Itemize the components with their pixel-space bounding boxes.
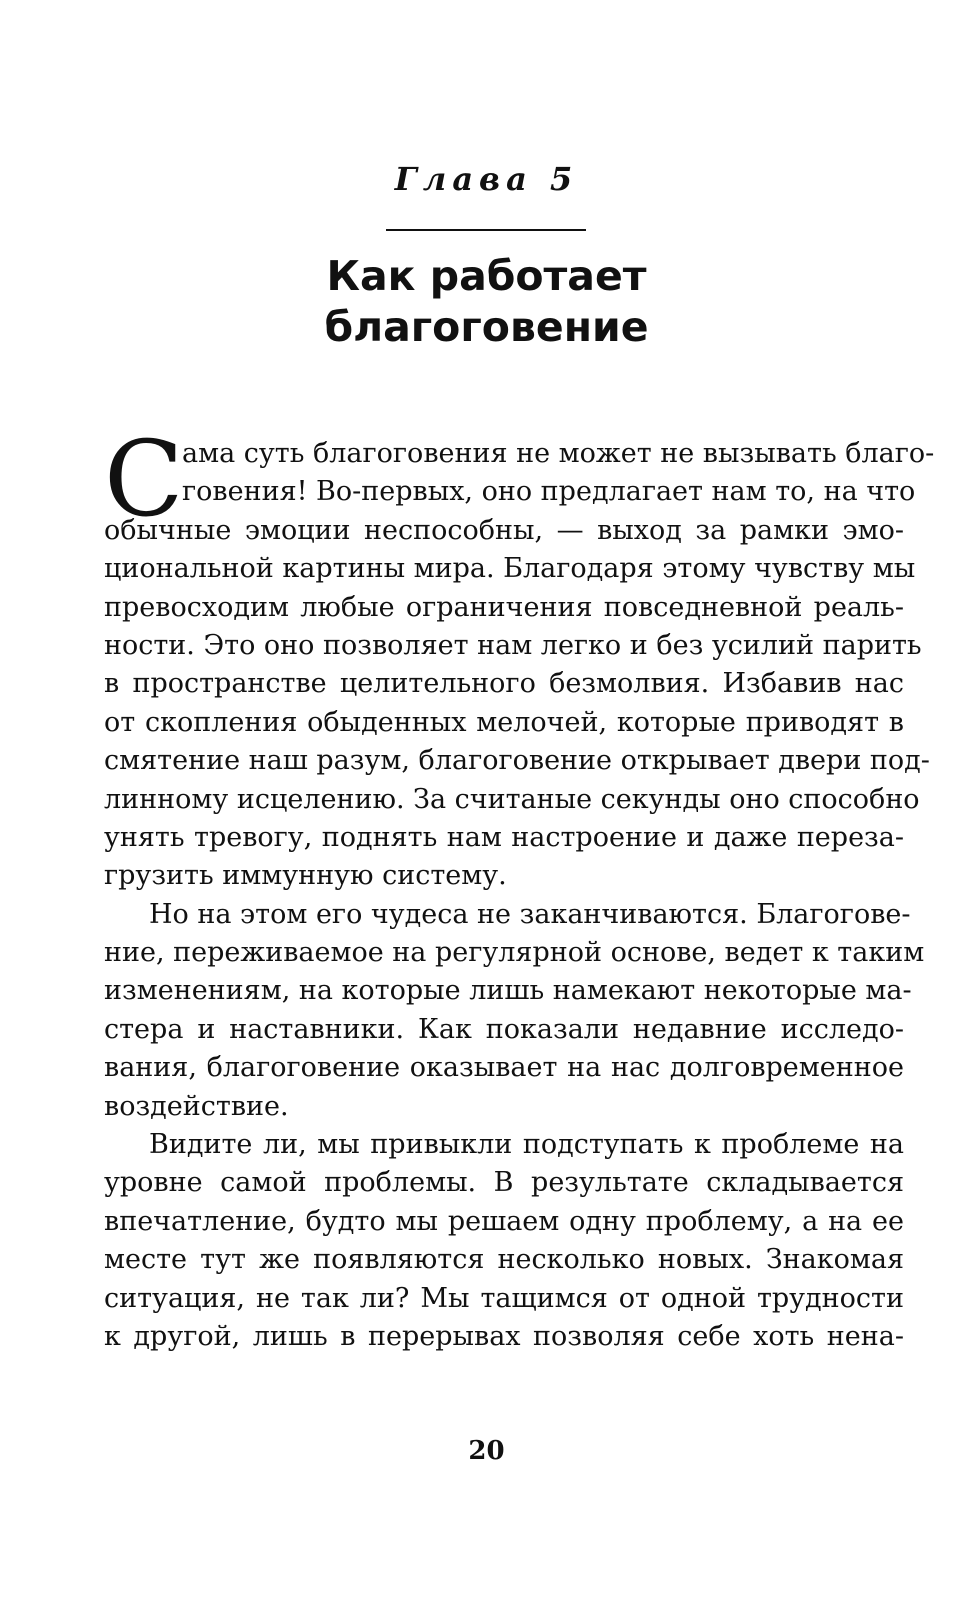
text-line: смятение наш разум, благоговение открывает двери под-	[104, 745, 930, 777]
paragraph-1	[104, 418, 935, 896]
chapter-divider	[386, 229, 586, 231]
chapter-label: Глава 5	[394, 160, 579, 198]
text-line: Видите ли, мы привыкли подступать к проблеме на	[149, 1129, 904, 1161]
text-line: унять тревогу, поднять нам настроение и даже переза-	[104, 821, 904, 853]
text-line: воздействие.	[104, 1090, 289, 1122]
chapter-title-line-1: Как работает	[326, 252, 647, 300]
text-line: изменениям, на которые лишь намекают некоторые ма-	[104, 975, 912, 1007]
text-line: превосходим любые ограничения повседневной реаль-	[104, 591, 904, 623]
chapter-title-line-2: благоговение	[324, 303, 649, 351]
text-line: ности. Это оно позволяет нам легко и без усилий парить	[104, 629, 922, 661]
text-line: циональной картины мира. Благодаря этому чувству мы	[104, 553, 916, 585]
text-line: грузить иммунную систему.	[104, 860, 507, 892]
text-line: ситуация, не так ли? Мы тащимся от одной трудности	[104, 1282, 904, 1314]
drop-cap: С	[104, 418, 184, 540]
chapter-title	[0, 251, 973, 353]
body-text	[104, 418, 935, 1356]
text-line: ние, переживаемое на регулярной основе, ведет к таким	[104, 937, 925, 969]
text-line: говения! Во-первых, оно предлагает нам то, на что	[182, 476, 916, 508]
text-line: ама суть благоговения не может не вызывать благо-	[182, 438, 935, 469]
page-number: 20	[468, 1436, 505, 1466]
text-line: впечатление, будто мы решаем одну проблему, а на ее	[104, 1205, 904, 1237]
text-line: к другой, лишь в перерывах позволяя себе хоть нена-	[104, 1320, 904, 1352]
text-line: от скопления обыденных мелочей, которые приводят в	[104, 706, 904, 738]
paragraph-3	[104, 1126, 904, 1356]
text-line: обычные эмоции неспособны, — выход за рамки эмо-	[104, 514, 904, 546]
text-line: Но на этом его чудеса не заканчиваются. Благогове-	[149, 898, 911, 930]
text-line: уровне самой проблемы. В результате складывается	[104, 1167, 904, 1199]
text-line: месте тут же появляются несколько новых. Знакомая	[104, 1244, 904, 1276]
paragraph-2	[104, 896, 925, 1126]
text-line: линному исцелению. За считаные секунды оно способно	[104, 783, 920, 815]
text-line: вания, благоговение оказывает на нас долговременное	[104, 1052, 904, 1084]
text-line: стера и наставники. Как показали недавние исследо-	[104, 1013, 904, 1045]
text-line: в пространстве целительного безмолвия. Избавив нас	[104, 668, 904, 700]
